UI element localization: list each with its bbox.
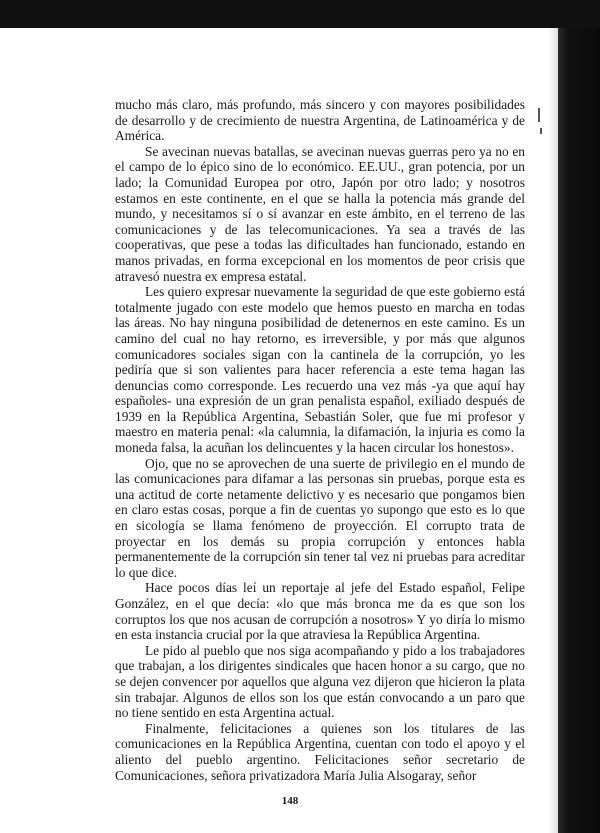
paragraph: Les quiero expresar nuevamente la seguridad de que este gobierno está totalmente jugado con este modelo que hemos puesto en marcha en todas las áreas. No hay ninguna posibilidad de detenernos en este camino. Es un camino del cual no hay retorno, es irreversible, y por más que algunos comunicadores sociales sigan con la cantinela de la corrupción, yo les pediría que si son valientes para hacer referencia a este tema hagan las denuncias como corresponde. Les recuerdo una vez más -ya que aquí hay españoles- una expresión de un gran penalista español, exiliado después de 1939 en la República Argentina, Sebastián Soler, que fue mi profesor y maestro en materia penal: «la calumnia, la difamación, la injuria es como la moneda falsa, la acuñan los delincuentes y la hacen circular los honestos». bbox=[115, 284, 525, 456]
scan-right-border bbox=[558, 28, 600, 833]
paragraph: Ojo, que no se aprovechen de una suerte de privilegio en el mundo de las comunicaciones para difamar a las personas sin pruebas, porque esta es una actitud de corte netamente delictivo y es necesario que pongamos bien en claro estas cosas, porque a fin de cuentas yo supongo que esto es lo que en sicología se llama fenómeno de proyección. El corrupto trata de proyectar en los demás su propia corrupción y entonces habla permanentemente de la corrupción sin tener tal vez ni pruebas para acreditar lo que dice. bbox=[115, 455, 525, 580]
scan-top-border bbox=[0, 0, 600, 28]
page-number: 148 bbox=[281, 795, 299, 807]
margin-mark bbox=[540, 128, 542, 134]
paragraph-continuation: mucho más claro, más profundo, más sincero y con mayores posibilidades de desarrollo y de crecimiento de nuestra Argentina, de Latinoamérica y de América. bbox=[115, 97, 525, 144]
paragraph: Se avecinan nuevas batallas, se avecinan nuevas guerras pero ya no en el campo de lo épico sino de lo económico. EE.UU., gran potencia, por un lado; la Comunidad Europea por otro, Japón por otro lado; y nosotros estamos en este continente, en el que se halla la potencia más grande del mundo, y necesitamos sí o sí avanzar en este ámbito, en el terreno de las comunicaciones y de las telecomunicaciones. Ya sea a través de las cooperativas, que pese a todas las dificultades han funcionado, estando en manos privadas, en forma excepcional en los momentos de peor crisis que atravesó nuestra ex empresa estatal. bbox=[115, 143, 525, 284]
scan-binding-shadow bbox=[548, 28, 558, 833]
paragraph: Finalmente, felicitaciones a quienes son los titulares de las comunicaciones en la República Argentina, cuentan con todo el apoyo y el aliento del pueblo argentino. Felicitaciones señor secretario de Comunicaciones, señora privatizadora María Julia Alsogaray, señor bbox=[115, 720, 525, 783]
paragraph: Hace pocos días leí un reportaje al jefe del Estado español, Felipe González, en el que decía: «lo que más bronca me da es que son los corruptos los que nos acusan de corrupción a nosotros» Y yo diría lo mismo en esta instancia crucial por la que atraviesa la República Argentina. bbox=[115, 580, 525, 643]
paragraph: Le pido al pueblo que nos siga acompañando y pido a los trabajadores que trabajan, a los dirigentes sindicales que hacen honor a su cargo, que no se dejen convencer por aquellos que alguna vez dijeron que hicieron la plata sin trabajar. Algunos de ellos son los que están convocando a un paro que no tiene sentido en esta Argentina actual. bbox=[115, 642, 525, 721]
margin-mark bbox=[538, 108, 540, 122]
page-body bbox=[115, 97, 525, 783]
